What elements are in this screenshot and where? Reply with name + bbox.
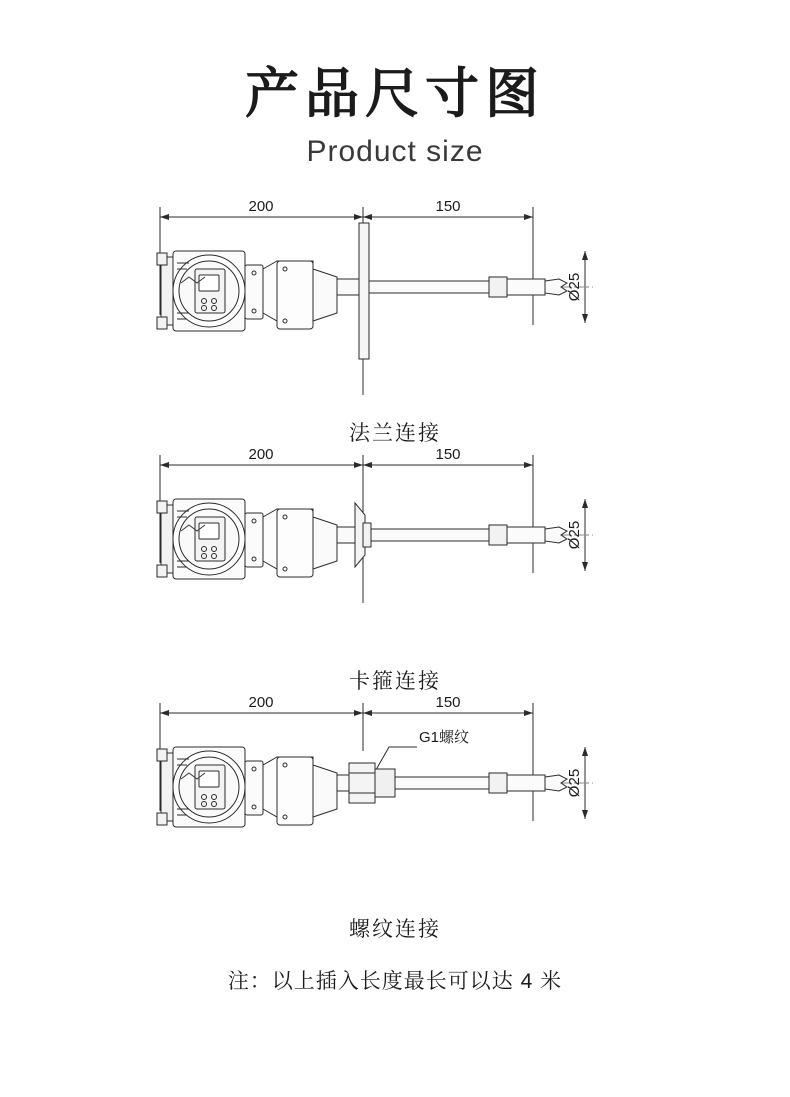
dim-right-length: 150 [435,197,461,215]
figure-thread-connection [0,691,790,939]
dim-diameter: Ø25 [566,272,583,301]
diagram-group [0,195,790,939]
figure-flange-connection [0,195,790,443]
dim-left-length: 200 [248,197,274,215]
dim-diameter: Ø25 [566,768,583,797]
dim-diameter: Ø25 [566,520,583,549]
figure-caption-flange: 法兰连接 [349,421,441,445]
page-title-en: Product size [306,134,484,168]
page-title-zh: 产品尺寸图 [245,64,545,124]
clamp-drawing [155,443,635,673]
flange-drawing [155,195,635,425]
dim-left-length: 200 [248,693,274,711]
dim-left-length: 200 [248,445,274,463]
thread-drawing [155,691,635,921]
figure-clamp-connection [0,443,790,691]
dim-right-length: 150 [435,693,461,711]
figure-caption-thread: 螺纹连接 [349,917,441,941]
figure-caption-clamp: 卡箍连接 [349,669,441,693]
dim-right-length: 150 [435,445,461,463]
footnote: 注：以上插入长度最长可以达 4 米 [227,969,563,993]
label-g1-thread: G1螺纹 [419,728,470,746]
